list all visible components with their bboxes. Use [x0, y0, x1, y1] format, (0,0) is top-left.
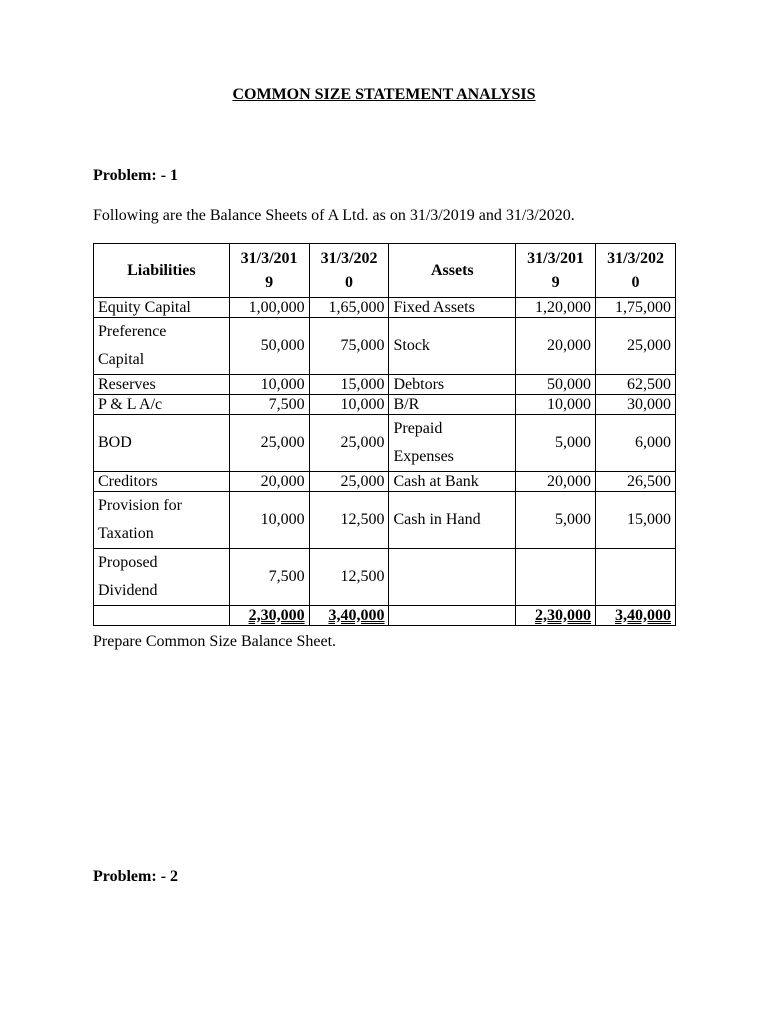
problem-1-intro: Following are the Balance Sheets of A Ltd. as on 31/3/2019 and 31/3/2020.: [93, 207, 575, 224]
liability-2020: 12,500: [309, 549, 389, 606]
asset-2019: 20,000: [516, 318, 596, 375]
header-assets-2019: 31/3/201 9: [516, 244, 596, 298]
asset-2020: 25,000: [596, 318, 676, 375]
asset-name: Prepaid Expenses: [389, 415, 516, 472]
asset-2019: 10,000: [516, 395, 596, 415]
problem-1-instruction: Prepare Common Size Balance Sheet.: [93, 633, 337, 650]
liability-2019: 7,500: [229, 395, 309, 415]
liability-name: Equity Capital: [94, 298, 230, 318]
asset-name-empty: [389, 549, 516, 606]
problem-2-heading: Problem: - 2: [93, 868, 179, 885]
liability-2020: 75,000: [309, 318, 389, 375]
total-asset-label-empty: [389, 606, 516, 626]
asset-name: Fixed Assets: [389, 298, 516, 318]
liability-2019: 50,000: [229, 318, 309, 375]
problem-1-heading: Problem: - 1: [93, 167, 179, 184]
liability-name: BOD: [94, 415, 230, 472]
liability-name: Preference Capital: [94, 318, 230, 375]
asset-2020: 26,500: [596, 472, 676, 492]
asset-2020-empty: [596, 549, 676, 606]
asset-2019-empty: [516, 549, 596, 606]
asset-2020: 62,500: [596, 375, 676, 395]
liability-name: Proposed Dividend: [94, 549, 230, 606]
table-row: [94, 492, 676, 549]
table-row: [94, 375, 676, 395]
liability-2019: 10,000: [229, 492, 309, 549]
liability-2019: 1,00,000: [229, 298, 309, 318]
liability-2020: 10,000: [309, 395, 389, 415]
liability-2020: 1,65,000: [309, 298, 389, 318]
asset-2020: 30,000: [596, 395, 676, 415]
total-assets-2019: 2,30,000: [516, 606, 596, 626]
header-liabilities-2020: 31/3/202 0: [309, 244, 389, 298]
balance-sheet-table: [93, 243, 676, 626]
table-row: [94, 318, 676, 375]
total-label-empty: [94, 606, 230, 626]
asset-2020: 1,75,000: [596, 298, 676, 318]
liability-2019: 7,500: [229, 549, 309, 606]
table-header-row: [94, 244, 676, 298]
liability-name: Creditors: [94, 472, 230, 492]
liability-name: P & L A/c: [94, 395, 230, 415]
header-liabilities-2019: 31/3/201 9: [229, 244, 309, 298]
asset-name: Cash at Bank: [389, 472, 516, 492]
total-liabilities-2019: 2,30,000: [229, 606, 309, 626]
liability-2020: 25,000: [309, 415, 389, 472]
asset-name: B/R: [389, 395, 516, 415]
liability-2020: 15,000: [309, 375, 389, 395]
table-row: [94, 415, 676, 472]
asset-2019: 50,000: [516, 375, 596, 395]
total-assets-2020: 3,40,000: [596, 606, 676, 626]
header-assets: Assets: [389, 244, 516, 298]
liability-2020: 25,000: [309, 472, 389, 492]
table-row: [94, 298, 676, 318]
liability-name: Provision for Taxation: [94, 492, 230, 549]
table-row: [94, 395, 676, 415]
liability-name: Reserves: [94, 375, 230, 395]
table-row: [94, 549, 676, 606]
table-row: [94, 472, 676, 492]
asset-2019: 20,000: [516, 472, 596, 492]
asset-2019: 5,000: [516, 415, 596, 472]
asset-name: Debtors: [389, 375, 516, 395]
liability-2020: 12,500: [309, 492, 389, 549]
total-liabilities-2020: 3,40,000: [309, 606, 389, 626]
asset-2019: 5,000: [516, 492, 596, 549]
table-total-row: [94, 606, 676, 626]
liability-2019: 10,000: [229, 375, 309, 395]
asset-name: Cash in Hand: [389, 492, 516, 549]
asset-name: Stock: [389, 318, 516, 375]
liability-2019: 25,000: [229, 415, 309, 472]
asset-2020: 6,000: [596, 415, 676, 472]
liability-2019: 20,000: [229, 472, 309, 492]
asset-2020: 15,000: [596, 492, 676, 549]
document-title: COMMON SIZE STATEMENT ANALYSIS: [232, 86, 536, 103]
asset-2019: 1,20,000: [516, 298, 596, 318]
header-liabilities: Liabilities: [94, 244, 230, 298]
header-assets-2020: 31/3/202 0: [596, 244, 676, 298]
